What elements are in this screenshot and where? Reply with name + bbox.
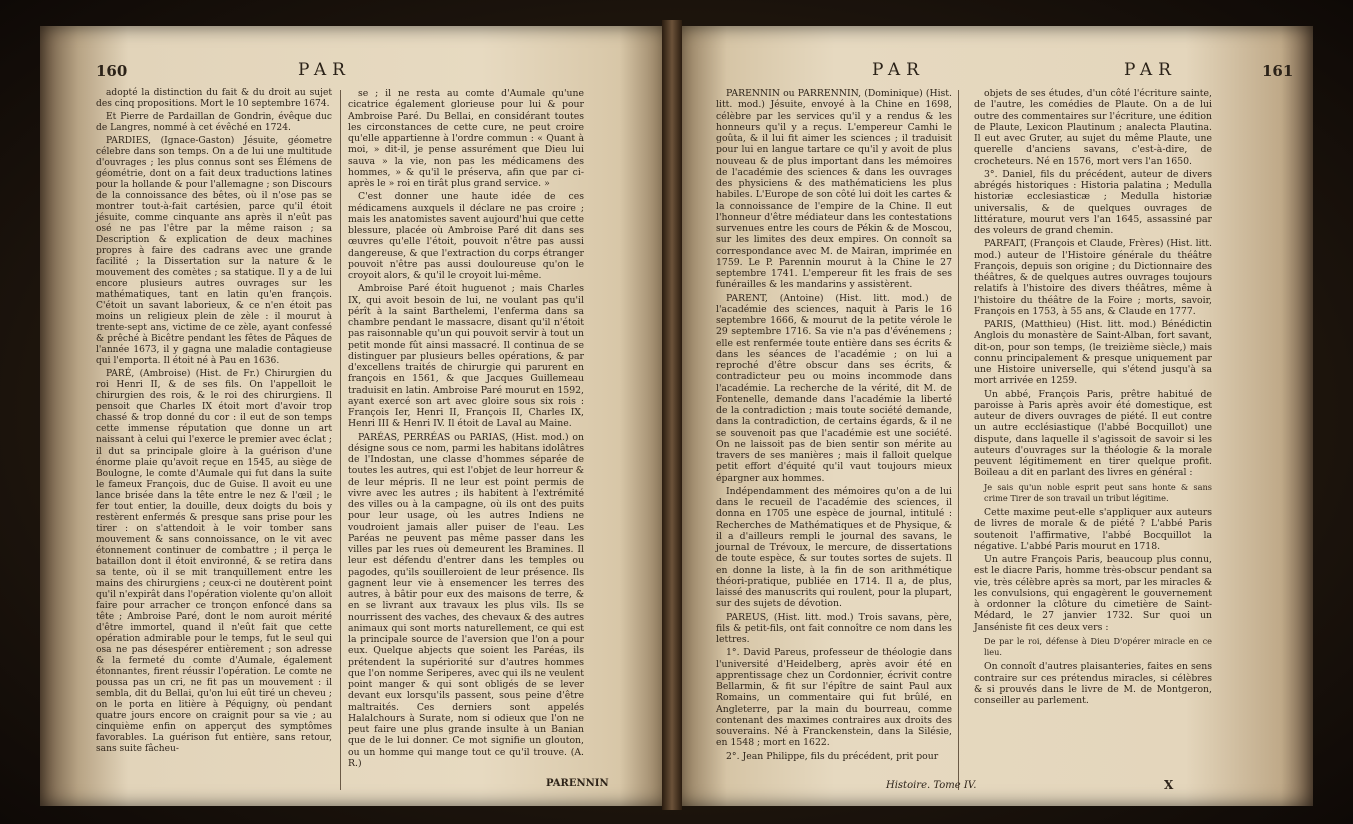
paragraph: Je sais qu'un noble esprit peut sans honte & sans crime Tirer de son travail un tribut légitime. (984, 481, 1212, 503)
paragraph: objets de ses études, d'un côté l'écriture sainte, de l'autre, les comédies de Plaute. On a de lui outre des commentaires sur l'écriture, une édition de Plaute, Lexicon Plautinum ; analecta Plautina. Il eut avec Gruter, au sujet du même Plaute, une querelle d'anciens savans, c'est-à-dire, de crocheteurs. Né en 1576, mort vers l'an 1650. (974, 88, 1212, 167)
page-number: 161 (1262, 62, 1294, 80)
paragraph: Un autre François Paris, beaucoup plus connu, est le diacre Paris, homme très-obscur pendant sa vie, très célèbre après sa mort, par les miracles & les convulsions, qui engagèrent le gouvernement à ordonner la clôture du cimetière de Saint-Médard, le 27 janvier 1732. Sur quoi un Janséniste fit ces deux vers : (974, 554, 1212, 633)
left-page (40, 26, 670, 806)
signature-mark: X (1164, 778, 1174, 792)
paragraph: Un abbé, François Paris, prêtre habitué de paroisse à Paris après avoir été domestique, est auteur de divers ouvrages de piété. Il eut contre un autre ecclésiastique (l'abbé Bocquillot) une dispute, dans laquelle il s'agissoit de savoir si les auteurs d'ouvrages sur la théologie & la morale peuvent légitimement en tirer quelque profit. Boileau a dit en parlant des livres en général : (974, 388, 1212, 479)
paragraph: PARDIES, (Ignace-Gaston) Jésuite, géometre célebre dans son temps. On a de lui une multitude d'ouvrages ; les plus connus sont ses Élémens de géométrie, dont on a fait deux traductions latines pour la hollande & pour l'allemagne ; son Discours de la connoissance des bêtes, où il n'ose pas se montrer tout-à-fait cartésien, parce qu'il étoit jésuite, comme cinquante ans après il n'eût pas osé ne pas l'être par la même raison ; sa Description & explication de deux machines propres à faire des cadrans avec une grande facilité ; la Dissertation sur la nature & le mouvement des comètes ; sa statique. Il y a de lui encore plusieurs autres ouvrages sur les mathématiques, tant en latin qu'en françois. C'étoit un savant laborieux, & ce n'en étoit pas moins un religieux plein de zèle : il mourut à trente-sept ans, victime de ce zèle, ayant confessé & prêché à Bicêtre pendant les fêtes de Pâques de l'année 1673, il y gagna une maladie contagieuse qui l'emporta. Il étoit né à Pau en 1636. (96, 136, 332, 367)
text-column-right (348, 88, 584, 771)
paragraph: se ; il ne resta au comte d'Aumale qu'une cicatrice également glorieuse pour lui & pour Ambroise Paré. Du Bellai, en considérant toutes les circonstances de cette cure, ne peut croire qu'elle appartienne à l'ordre commun : « Quant à moi, » dit-il, je pense assurément que Dieu lui sauva » la vie, non pas les médicamens des hommes, » & qu'il le préserva, afin que par ci-après le » roi en tirât plus grand service. » (348, 88, 584, 189)
paragraph: PARFAIT, (François et Claude, Frères) (Hist. litt. mod.) auteur de l'Histoire générale du théâtre François, depuis son origine ; du Dictionnaire des théâtres, & de quelques autres ouvrages toujours relatifs à l'histoire des divers théâtres, même à l'histoire du théâtre de la Foire ; morts, savoir, François en 1753, à 55 ans, & Claude en 1777. (974, 238, 1212, 317)
paragraph: PARENT, (Antoine) (Hist. litt. mod.) de l'académie des sciences, naquit à Paris le 16 septembre 1666, & mourut de la petite vérole le 29 septembre 1716. Sa vie n'a pas d'événemens ; elle est renfermée toute entière dans ses écrits & dans les séances de l'académie ; on lui a reproché d'être obscur dans ses écrits, & contradicteur peu ou moins incommode dans l'académie. La recherche de la vérité, dit M. de Fontenelle, demande dans l'académie la liberté de la contradiction ; mais toute société demande, dans la contradiction, de certains égards, & il ne se souvenoit pas que l'académie est une société. On ne laissoit pas de bien sentir son mérite au travers de ses manières ; mais il falloit quelque petit effort d'équité qu'il vaut toujours mieux épargner aux hommes. (716, 292, 952, 484)
column-rule (340, 90, 341, 790)
text-column-left (716, 88, 952, 764)
paragraph: adopté la distinction du fait & du droit au sujet des cinq propositions. Mort le 10 septembre 1674. (96, 88, 332, 110)
paragraph: PARENNIN ou PARRENNIN, (Dominique) (Hist. litt. mod.) Jésuite, envoyé à la Chine en 1698, célèbre par les services qu'il y a rendus & les honneurs qu'il y a reçus. L'empereur Camhi le goûta, & il lui fit aimer les sciences ; il traduisit pour lui en langue tartare ce qu'il y avoit de plus nouveau & de plus important dans les mémoires de l'académie des sciences & dans les ouvrages des physiciens & des mathématiciens les plus habiles. L'Europe de son côté lui doit les cartes & la connoissance de l'empire de la Chine. Il eut l'honneur d'être médiateur dans les contestations survenues entre les cours de Pékin & de Moscou, sur les limites des deux empires. On connoît sa correspondance avec M. de Mairan, imprimée en 1759. Le P. Parennin mourut à la Chine le 27 septembre 1741. L'empereur fit les frais de ses funérailles & les mandarins y assistèrent. (716, 88, 952, 291)
paragraph: 2°. Jean Philippe, fils du précédent, prit pour (726, 750, 939, 762)
text-column-right (974, 88, 1212, 708)
paragraph: Indépendamment des mémoires qu'on a de lui dans le recueil de l'académie des sciences, il donna en 1705 une espèce de journal, intitulé : Recherches de Mathématiques et de Physique, & il a d'ailleurs rempli le journal des savans, le journal de Trévoux, le mercure, de dissertations de toute espèce, & sur toutes sortes de sujets. Il en donne la liste, à la fin de son arithmétique théori-pratique, publiée en 1714. Il a, de plus, laissé des manuscrits qui roulent, pour la plupart, sur des sujets de dévotion. (716, 485, 952, 610)
paragraph: 3°. Daniel, fils du précédent, auteur de divers abrégés historiques : Historia palatina ; Medulla historiæ ecclesiasticæ ; Medulla historiæ universalis, & de quelques ouvrages de littérature, mourut vers l'an 1645, assassiné par des voleurs de grand chemin. (974, 168, 1212, 236)
running-header-right: PAR (1124, 60, 1177, 80)
paragraph: PAREUS, (Hist. litt. mod.) Trois savans, père, fils & petit-fils, ont fait connoître ce nom dans les lettres. (716, 611, 952, 645)
paragraph: Et Pierre de Pardaillan de Gondrin, évêque duc de Langres, nommé à cet évêché en 1724. (96, 112, 332, 134)
running-header: PAR (298, 60, 351, 80)
signature-line: Histoire. Tome IV. (886, 780, 977, 791)
text-column-left (96, 88, 332, 757)
running-header: PAR (872, 60, 925, 80)
paragraph: On connoît d'autres plaisanteries, faites en sens contraire sur ces prétendus miracles, si célèbres & si prouvés dans le livre de M. de Montgeron, conseiller au parlement. (974, 661, 1212, 706)
paragraph: 1°. David Pareus, professeur de théologie dans l'université d'Heidelberg, après avoir été en apprentissage chez un Cordonnier, écrivit contre Bellarmin, & fit sur l'épître de saint Paul aux Romains, un commentaire qui fut brûlé, en Angleterre, par la main du bourreau, comme contenant des maximes contraires aux droits des souverains. Né à Franckenstein, dans la Silésie, en 1548 ; mort en 1622. (716, 647, 952, 749)
page-number: 160 (96, 62, 128, 80)
catchword: PARENNIN (546, 778, 609, 789)
book-gutter (662, 20, 682, 810)
paragraph: PARIS, (Matthieu) (Hist. litt. mod.) Bénédictin Anglois du monastère de Saint-Alban, fort savant, dit-on, pour son temps, (le treizième siècle,) mais connu principalement & presque uniquement par une Histoire universelle, qui s'étend jusqu'à sa mort arrivée en 1259. (974, 319, 1212, 387)
paragraph: Ambroise Paré étoit huguenot ; mais Charles IX, qui avoit besoin de lui, ne voulant pas qu'il pérît à la saint Barthelemi, l'enferma dans sa chambre pendant le massacre, disant qu'il n'étoit pas raisonnable qu'un qui pouvoit servir à tout un petit monde fût ainsi massacré. Il continua de se distinguer par plusieurs belles opérations, & par d'excellens traités de chirurgie qui parurent en françois en 1561, & que Jacques Guillemeau traduisit en latin. Ambroise Paré mourut en 1592, ayant exercé son art avec gloire sous six rois : François Ier, Henri II, François II, Charles IX, Henri III & Henri IV. Il étoit de Laval au Maine. (348, 283, 584, 430)
paragraph: De par le roi, défense à Dieu D'opérer miracle en ce lieu. (984, 635, 1212, 657)
right-page (676, 26, 1313, 806)
column-rule (958, 90, 959, 790)
paragraph: PARÉ, (Ambroise) (Hist. de Fr.) Chirurgien du roi Henri II, & de ses fils. On l'appelloit le chirurgien des rois, & le roi des chirurgiens. Il pensoit que Charles IX étoit mort d'avoir trop chassé & trop donné du cor : il eut de son temps cette immense réputation que donne un art naissant à celui qui l'exerce le premier avec éclat ; il dut sa principale gloire à la guérison d'une énorme plaie qu'avoit reçue en 1545, au siège de Boulogne, le comte d'Aumale qui fut dans la suite le fameux François, duc de Guise. Il avoit eu une lance brisée dans la tête entre le nez & l'œil ; le fer tout entier, la douille, deux doigts du bois y restèrent enfermés & presque sans prise pour les tirer : on s'attendoit à le voir tomber sans mouvement & sans connoissance, on le vit avec étonnement continuer de combattre ; il perça le bataillon dont il étoit environné, & se retira dans sa tente, où il se mit tranquillement entre les mains des chirurgiens ; ceux-ci ne doutèrent point qu'il n'expirât dans l'opération violente qu'on alloit faire pour arracher ce tronçon enfoncé dans sa tête ; Ambroise Paré, dont le nom auroit mérité d'être immortel, quand il n'eût fait que cette opération admirable pour le temps, fut le seul qui osa ne pas désespérer entièrement ; son adresse & la fermeté du comte d'Aumale, également étonnantes, firent réussir l'opération. Le comte ne poussa pas un cri, ne fit pas un mouvement : il sembla, dit du Bellai, qu'on lui eût tiré un cheveu ; on le porta en litière à Péquigny, où pendant quatre jours encore on craignit pour sa vie ; au cinquième enfin on apperçut des symptômes favorables. La guérison fut entière, sans retour, sans suite fâcheu- (96, 369, 332, 754)
paragraph: PARÉAS, PERRÉAS ou PARIAS, (Hist. mod.) on désigne sous ce nom, parmi les habitans idolâtres de l'Indostan, une classe d'hommes séparée de toutes les autres, qui est l'objet de leur horreur & de leur mépris. Il ne leur est point permis de vivre avec les autres ; ils habitent à l'extrémité des villes ou à la campagne, où ils ont des puits pour leur usage, où les autres Indiens ne voudroient jamais aller puiser de l'eau. Les Paréas ne peuvent pas même passer dans les villes par les rues où demeurent les Bramines. Il leur est défendu d'entrer dans les temples ou pagodes, qu'ils souilleroient de leur présence. Ils gagnent leur vie à ensemencer les terres des autres, à bâtir pour eux des maisons de terre, & en se livrant aux travaux les plus vils. Ils se nourrissent des vaches, des chevaux & des autres animaux qui sont morts naturellement, ce qui est la principale source de l'aversion que l'on a pour eux. Quelque abjects que soient les Paréas, ils prétendent la supériorité sur d'autres hommes que l'on nomme Seriperes, avec qui ils ne veulent point manger & qui sont obligés de se lever devant eux lorsqu'ils passent, sous peine d'être maltraités. Ces derniers sont appelés Halalchours à Surate, nom si odieux que l'on ne peut faire une plus grande insulte à un Banian que de le lui donner. Ce mot signifie un glouton, ou un homme qui mange tout ce qu'il trouve. (A. R.) (348, 431, 584, 769)
paragraph: Cette maxime peut-elle s'appliquer aux auteurs de livres de morale & de piété ? L'abbé Paris soutenoit l'affirmative, l'abbé Bocquillot la négative. L'abbé Paris mourut en 1718. (974, 507, 1212, 552)
paragraph: C'est donner une haute idée de ces médicamens auxquels il déclare ne pas croire ; mais les anatomistes savent aujourd'hui que cette blessure, placée où Ambroise Paré dit dans ses œuvres qu'elle l'étoit, pouvoit n'être pas aussi dangereuse, & que l'extraction du corps étranger pouvoit n'être pas aussi douloureuse qu'on le croyoit alors, & qu'il le croyoit lui-même. (348, 191, 584, 281)
